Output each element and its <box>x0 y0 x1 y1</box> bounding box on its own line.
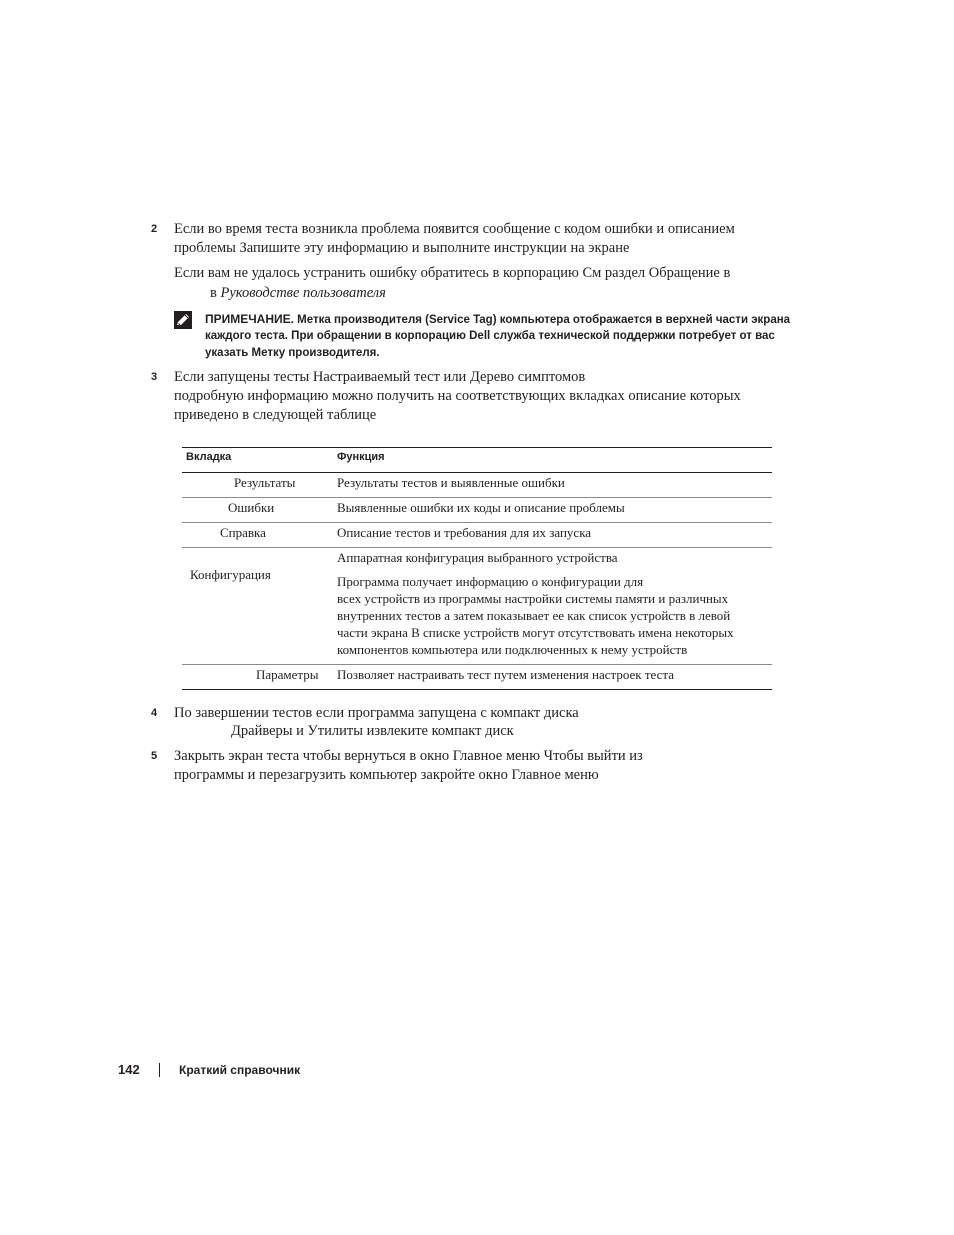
table-cell-tab: Конфигурация <box>190 567 271 582</box>
table-bottom-rule <box>182 689 772 690</box>
footer-divider <box>159 1063 160 1077</box>
step2-line4 <box>210 284 386 303</box>
table-cell-function: внутренних тестов а затем показывает ее как список устройств в левой <box>337 608 731 623</box>
table-cell-function: Позволяет настраивать тест путем изменения настроек теста <box>337 667 675 682</box>
table-cell-function: Выявленные ошибки их коды и описание проблемы <box>337 500 625 515</box>
step-number-4: 4 <box>151 707 158 719</box>
step3-line1: Если запущены тесты Настраиваемый тест или Дерево симптомов <box>174 369 586 385</box>
page-number: 142 <box>118 1062 140 1077</box>
step-number-5: 5 <box>151 750 158 762</box>
table-header-function: Функция <box>337 451 385 463</box>
table-cell-function: Результаты тестов и выявленные ошибки <box>337 475 565 490</box>
footer-section-title: Краткий справочник <box>179 1063 301 1077</box>
table-cell-function: Аппаратная конфигурация выбранного устройства <box>337 550 618 565</box>
note-line2: каждого теста. При обращении в корпорацию Dell служба технической поддержки потребует от вас <box>205 330 775 342</box>
note-line3: указать Метку производителя. <box>205 347 380 359</box>
step3-line3: приведено в следующей таблице <box>174 407 377 423</box>
table-cell-function: Программа получает информацию о конфигурации для <box>337 574 644 589</box>
step4-line1: По завершении тестов если программа запущена с компакт диска <box>174 705 579 721</box>
step2-line3: Если вам не удалось устранить ошибку обратитесь в корпорацию См раздел Обращение в <box>174 265 731 281</box>
table-cell-function: всех устройств из программы настройки системы памяти и различных <box>337 591 729 606</box>
table-cell-tab: Параметры <box>256 667 319 682</box>
table-header-tab: Вкладка <box>186 451 232 463</box>
step5-line2: программы и перезагрузить компьютер закройте окно Главное меню <box>174 767 599 783</box>
step2-line4-prefix: в <box>210 285 221 301</box>
note-line1 <box>205 312 790 326</box>
table-row-rule <box>182 522 772 523</box>
step3-line2: подробную информацию можно получить на соответствующих вкладках описание которых <box>174 388 741 404</box>
step2-line2: проблемы Запишите эту информацию и выполните инструкции на экране <box>174 240 630 256</box>
table-row-rule <box>182 664 772 665</box>
table-cell-function: части экрана В списке устройств могут отсутствовать имена некоторых <box>337 625 734 640</box>
table-cell-tab: Результаты <box>234 475 296 490</box>
pencil-note-icon <box>174 311 192 329</box>
table-top-rule <box>182 447 772 448</box>
table-header-rule <box>182 472 772 473</box>
step2-line1: Если во время теста возникла проблема появится сообщение с кодом ошибки и описанием <box>174 221 735 237</box>
note-text1: Метка производителя (Service Tag) компьютера отображается в верхней части экрана <box>293 314 791 326</box>
step-number-2: 2 <box>151 223 158 235</box>
table-cell-tab: Ошибки <box>228 500 275 515</box>
table-cell-tab: Справка <box>220 525 266 540</box>
table-row-rule <box>182 497 772 498</box>
step4-line2: Драйверы и Утилиты извлеките компакт диск <box>231 723 514 739</box>
table-cell-function: компонентов компьютера или подключенных к нему устройств <box>337 642 688 657</box>
table-cell-function: Описание тестов и требования для их запуска <box>337 525 592 540</box>
step-number-3: 3 <box>151 371 158 383</box>
user-guide-reference: Руководстве пользователя <box>220 285 386 301</box>
step5-line1: Закрыть экран теста чтобы вернуться в окно Главное меню Чтобы выйти из <box>174 748 643 764</box>
note-label: ПРИМЕЧАНИЕ. <box>205 312 294 326</box>
table-row-rule <box>182 547 772 548</box>
